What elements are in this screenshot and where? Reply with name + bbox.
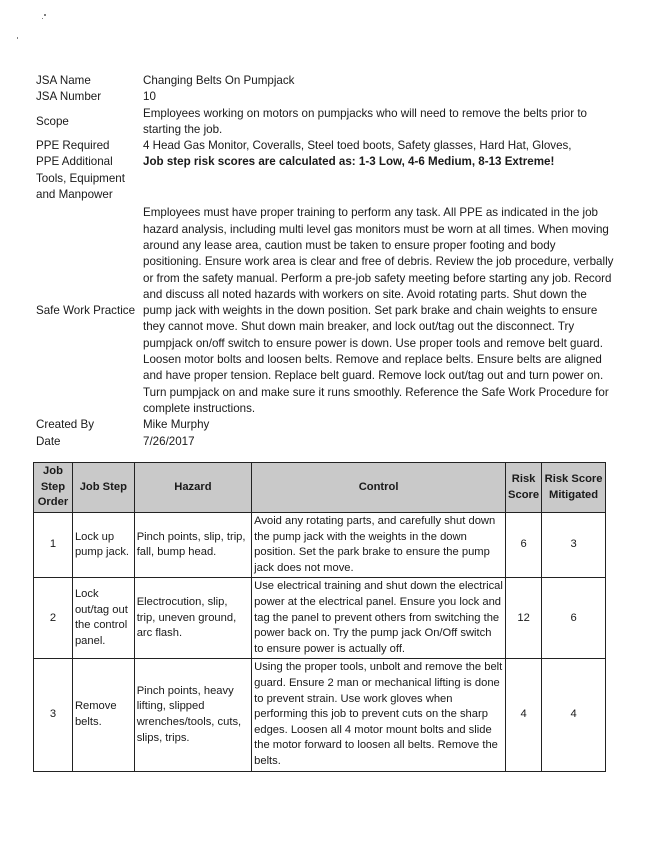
safe-work-practice-label: Safe Work Practice: [36, 304, 136, 318]
job-step-table: [33, 462, 606, 772]
jsa-name-value: Changing Belts On Pumpjack: [143, 74, 295, 87]
header-risk-score-mitigated: Risk Score Mitigated: [542, 463, 606, 513]
step-order-cell: 1: [34, 513, 73, 578]
scope-value: Employees working on motors on pumpjacks who will need to remove the belts prior to starting the job.: [143, 106, 587, 136]
jsa-info-block: [36, 73, 616, 450]
scope-label: Scope: [36, 114, 69, 128]
jsa-number-row: [36, 89, 616, 105]
scan-speck: [42, 18, 43, 19]
date-label: Date: [36, 434, 61, 448]
jsa-name-row: [36, 73, 616, 89]
date-value: 7/26/2017: [143, 434, 195, 448]
risk-score-cell: 6: [506, 513, 542, 578]
safe-work-practice-row: [36, 205, 616, 417]
job-step-cell: Lock out/tag out the control panel.: [72, 578, 134, 659]
header-control: Control: [252, 463, 506, 513]
ppe-required-value: 4 Head Gas Monitor, Coveralls, Steel toed boots, Safety glasses, Hard Hat, Gloves,: [143, 139, 572, 153]
date-row: [36, 434, 616, 450]
step-order-cell: 3: [34, 659, 73, 771]
table-row: [34, 513, 606, 578]
ppe-additional-row: [36, 154, 616, 170]
hazard-cell: Pinch points, heavy lifting, slipped wrenches/tools, cuts, slips, trips.: [134, 659, 251, 771]
safe-work-practice-value: Employees must have proper training to perform any task. All PPE as indicated in the job hazard analysis, including multi level gas monitors must be worn at all times. When moving around any lease area, caution must be taken to ensure proper footing and body positioning. Ensure work area is clear and free of debris. Review the job procedure, verbally or from the safety manual. Perform a pre-job safety meeting before starting any job. Record and discuss all noted hazards with workers on site. Avoid rotating parts. Shut down the pump jack with weights in the down position. Set park brake and chain weights to ensure they cannot move. Shut down main breaker, and lock out/tag out the disconnect. Try pumpjack on/off switch to ensure power is down. Use proper tools and remove belt guard. Loosen motor bolts and loosen belts. Remove and replace belts. Ensure belts are aligned and have proper tension. Replace belt guard. Remove lock out/tag out and turn power on. Turn pumpjack on and make sure it runs smoothly. Reference the Safe Work Procedure for complete instructions.: [143, 206, 614, 415]
created-by-value: Mike Murphy: [143, 418, 210, 432]
tools-row: [36, 171, 616, 204]
scan-speck: [44, 14, 46, 16]
control-cell: Using the proper tools, unbolt and remove the belt guard. Ensure 2 man or mechanical lifting is done to prevent strain. Use work gloves when performing this job to prevent cuts on the sharp edges. Loosen all 4 motor mount bolts and slide the motor forward to loosen all belts. Remove the belts.: [252, 659, 506, 771]
risk-score-note: Job step risk scores are calculated as: 1-3 Low, 4-6 Medium, 8-13 Extreme!: [143, 155, 555, 169]
tools-value: [143, 171, 616, 204]
hazard-cell: Electrocution, slip, trip, uneven ground, arc flash.: [134, 578, 251, 659]
jsa-number-value: 10: [143, 90, 156, 104]
risk-score-cell: 4: [506, 659, 542, 771]
created-by-label: Created By: [36, 418, 94, 432]
header-risk-score: Risk Score: [506, 463, 542, 513]
risk-score-mitigated-cell: 3: [542, 513, 606, 578]
tools-label: Tools, Equipment and Manpower: [36, 171, 125, 202]
created-by-row: [36, 417, 616, 433]
control-cell: Avoid any rotating parts, and carefully shut down the pump jack with the weights in the down position. Set the park brake to ensure the pump jack does not move.: [252, 513, 506, 578]
risk-score-cell: 12: [506, 578, 542, 659]
ppe-required-row: [36, 138, 616, 154]
ppe-additional-label: PPE Additional: [36, 155, 113, 169]
table-row: [34, 578, 606, 659]
header-job-step-order: Job Step Order: [34, 463, 73, 513]
job-step-cell: Lock up pump jack.: [72, 513, 134, 578]
jsa-name-label: JSA Name: [36, 74, 91, 87]
ppe-required-label: PPE Required: [36, 139, 110, 153]
jsa-number-label: JSA Number: [36, 90, 102, 104]
table-header-row: [34, 463, 606, 513]
scan-speck: [17, 37, 18, 39]
risk-score-mitigated-cell: 6: [542, 578, 606, 659]
control-cell: Use electrical training and shut down the electrical power at the electrical panel. Ensure you lock and tag the panel to prevent others from switching the power back on. Try the pump jack On/Off switch to ensure power is actually off.: [252, 578, 506, 659]
hazard-cell: Pinch points, slip, trip, fall, bump head.: [134, 513, 251, 578]
table-row: [34, 659, 606, 771]
risk-score-mitigated-cell: 4: [542, 659, 606, 771]
scope-row: [36, 106, 616, 139]
header-job-step: Job Step: [72, 463, 134, 513]
header-hazard: Hazard: [134, 463, 251, 513]
step-order-cell: 2: [34, 578, 73, 659]
job-step-cell: Remove belts.: [72, 659, 134, 771]
